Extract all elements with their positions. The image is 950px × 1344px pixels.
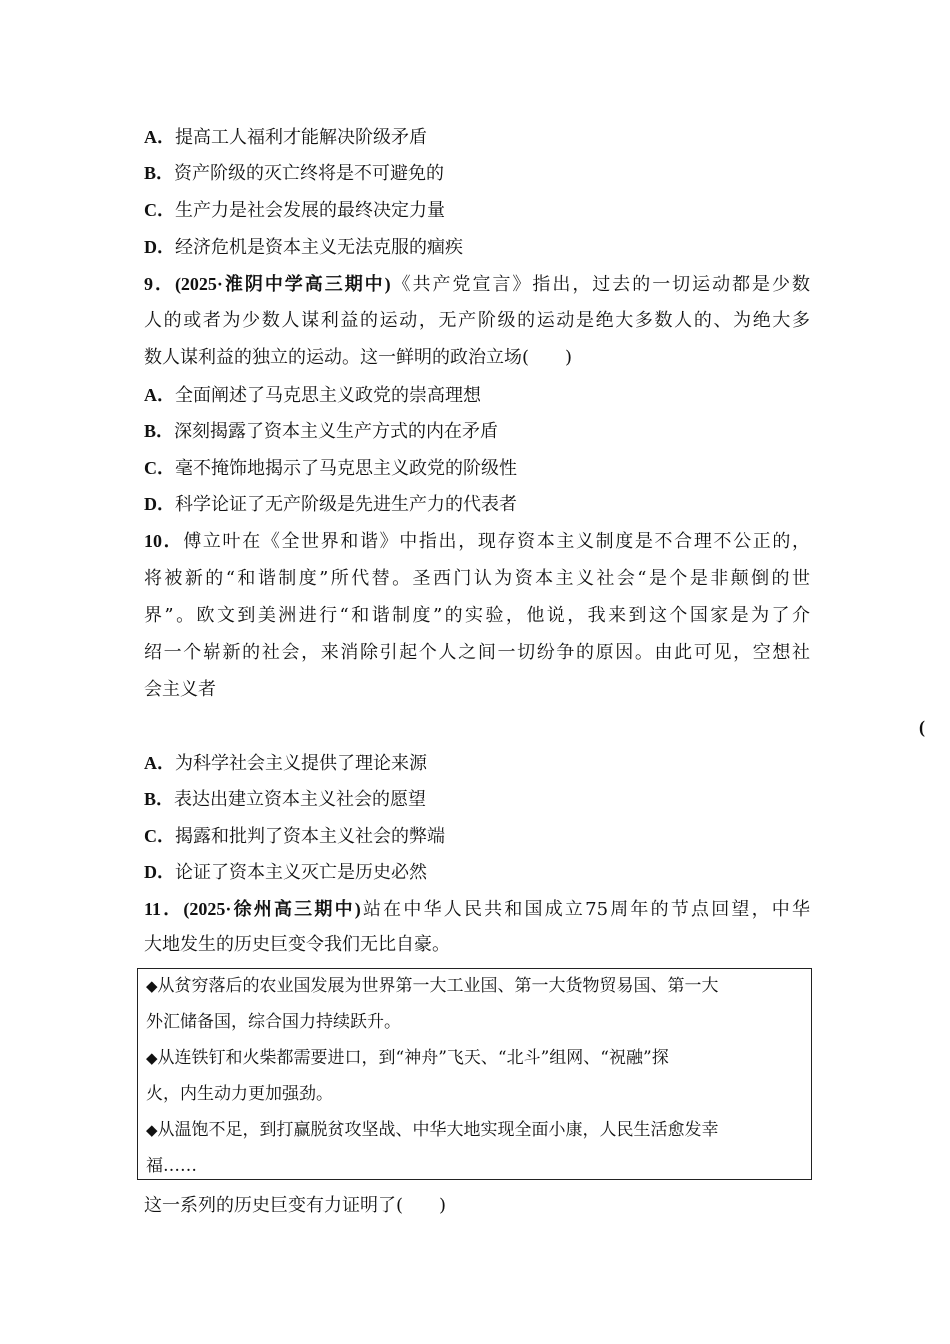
option-text: 资产阶级的灭亡终将是不可避免的 — [174, 163, 445, 184]
stem-text: 站在中华人民共和国成立75周年的节点回望，中华 — [360, 899, 810, 920]
q8-option-c — [144, 197, 810, 224]
q9-option-a — [144, 382, 810, 409]
option-text: 表达出建立资本主义社会的愿望 — [174, 789, 427, 810]
option-label: A． — [144, 127, 175, 147]
q8-option-a — [144, 124, 810, 151]
material-item-3-line-2: 福…… — [146, 1156, 197, 1176]
q8-option-b — [144, 160, 810, 187]
option-label: C． — [144, 458, 175, 478]
diamond-bullet-icon: ◆ — [146, 977, 158, 995]
option-text: 全面阐述了马克思主义政党的崇高理想 — [175, 385, 481, 406]
option-text: 揭露和批判了资本主义社会的弊端 — [175, 826, 445, 847]
option-label: C． — [144, 200, 175, 220]
option-label: A． — [144, 753, 175, 773]
question-source: (2025·淮阴中学高三期中) — [174, 274, 391, 294]
stem-text: 傅立叶在《全世界和谐》中指出，现存资本主义制度是不合理不公正的， — [183, 531, 811, 552]
option-label: D． — [144, 862, 175, 882]
question-source: (2025·徐州高三期中) — [183, 899, 361, 919]
q9-stem-line-1 — [144, 271, 810, 298]
option-label: B． — [144, 421, 175, 441]
q10-option-d — [144, 859, 810, 886]
option-text: 深刻揭露了资本主义生产方式的内在矛盾 — [174, 421, 499, 442]
q10-answer-paren: ( — [919, 717, 925, 737]
option-text: 经济危机是资本主义无法克服的痼疾 — [175, 237, 463, 258]
q11-material-box — [137, 968, 812, 1180]
q8-option-d — [144, 234, 810, 261]
material-text: 从温饱不足，到打赢脱贫攻坚战、中华大地实现全面小康，人民生活愈发幸 — [157, 1120, 719, 1140]
q11-question-stem: 这一系列的历史巨变有力证明了( ) — [144, 1195, 447, 1216]
option-text: 科学论证了无产阶级是先进生产力的代表者 — [175, 494, 517, 515]
q9-option-d — [144, 491, 810, 518]
q9-option-c — [144, 455, 810, 482]
question-number: 11． — [144, 899, 184, 919]
option-text: 为科学社会主义提供了理论来源 — [175, 753, 427, 774]
option-label: C． — [144, 826, 175, 846]
q10-option-a — [144, 750, 810, 777]
q10-stem-line-3: 界”。欧文到美洲进行“和谐制度”的实验，他说，我来到这个国家是为了介 — [144, 605, 810, 626]
q9-option-b — [144, 418, 810, 445]
material-item-2-line-2: 火，内生动力更加强劲。 — [146, 1084, 333, 1104]
question-number: 9． — [144, 274, 175, 294]
option-label: B． — [144, 163, 175, 183]
material-item-1-line-1 — [146, 973, 806, 999]
material-item-2-line-1 — [146, 1045, 806, 1071]
q11-stem-line-2: 大地发生的历史巨变令我们无比自豪。 — [144, 934, 450, 955]
diamond-bullet-icon: ◆ — [146, 1049, 158, 1067]
material-item-3-line-1 — [146, 1117, 806, 1143]
material-text: 从连铁钉和火柴都需要进口，到“神舟”飞天、“北斗”组网、“祝融”探 — [157, 1048, 669, 1068]
q9-stem-line-3: 数人谋利益的独立的运动。这一鲜明的政治立场( ) — [144, 347, 573, 368]
option-label: D． — [144, 237, 175, 257]
q10-stem-line-1 — [144, 528, 810, 555]
material-text: 从贫穷落后的农业国发展为世界第一大工业国、第一大货物贸易国、第一大 — [157, 976, 719, 996]
option-label: B． — [144, 789, 175, 809]
option-label: D． — [144, 494, 175, 514]
q10-option-c — [144, 823, 810, 850]
diamond-bullet-icon: ◆ — [146, 1121, 158, 1139]
material-item-1-line-2: 外汇储备国，综合国力持续跃升。 — [146, 1012, 401, 1032]
q9-stem-line-2: 人的或者为少数人谋利益的运动，无产阶级的运动是绝大多数人的、为绝大多 — [144, 310, 810, 331]
option-text: 论证了资本主义灭亡是历史必然 — [175, 862, 427, 883]
q10-stem-line-2: 将被新的“和谐制度”所代替。圣西门认为资本主义社会“是个是非颠倒的世 — [144, 568, 810, 589]
option-text: 生产力是社会发展的最终决定力量 — [175, 200, 445, 221]
q10-stem-line-4: 绍一个崭新的社会，来消除引起个人之间一切纷争的原因。由此可见，空想社 — [144, 642, 810, 663]
option-text: 毫不掩饰地揭示了马克思主义政党的阶级性 — [175, 458, 517, 479]
option-text: 提高工人福利才能解决阶级矛盾 — [175, 127, 427, 148]
q10-stem-line-5: 会主义者 — [144, 679, 216, 700]
q10-option-b — [144, 786, 810, 813]
stem-text: 《共产党宣言》指出，过去的一切运动都是少数 — [390, 274, 810, 295]
question-number: 10． — [144, 531, 184, 551]
q11-stem-line-1 — [144, 896, 810, 923]
option-label: A． — [144, 385, 175, 405]
